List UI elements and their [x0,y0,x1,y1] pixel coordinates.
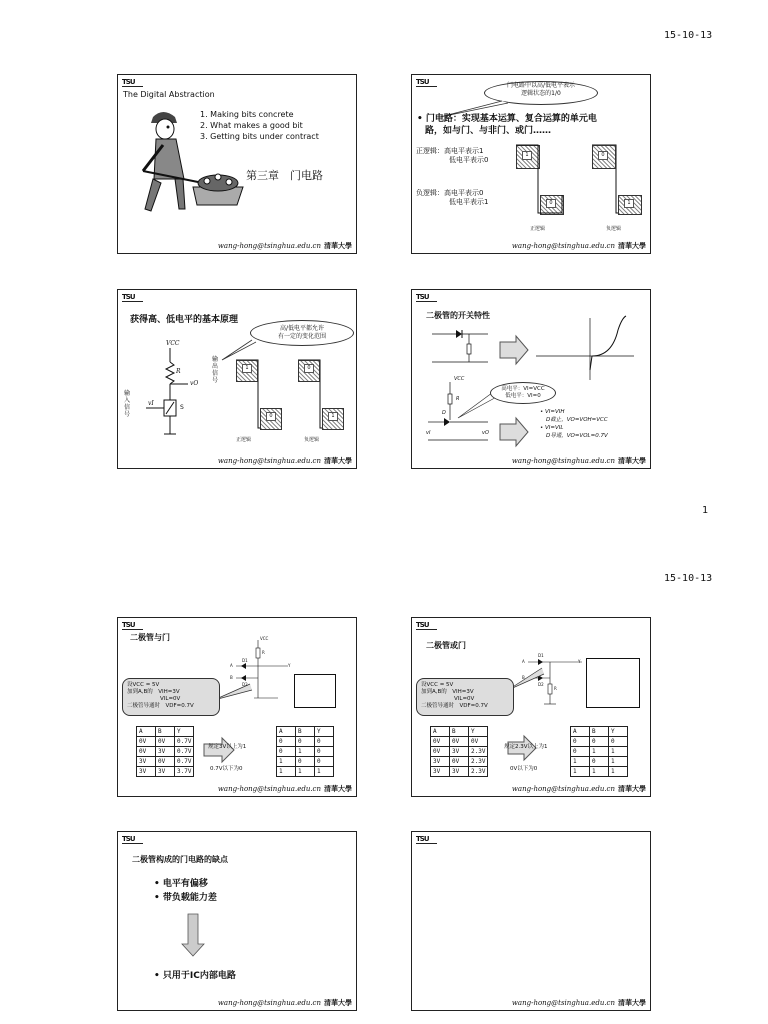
slide-footer: wang-hong@tsinghua.edu.cn 清華大學 [217,998,352,1007]
diode-d2-label: D2 [242,682,248,687]
output-voltage-label: vO [190,380,199,387]
caption-positive-logic: 正逻辑 [530,226,546,232]
slide-title: 二极管的开关特性 [426,311,490,320]
slide-title: 获得高、低电平的基本原理 [130,315,239,325]
resistor-label: R [554,686,557,691]
page-date: 15-10-13 [664,30,713,41]
table-row: 0V 0V 0.7V [137,737,194,747]
caption-negative-logic: 负逻辑 [304,437,320,443]
conclusion-bullet: • 只用于IC内部电路 [154,971,236,981]
slide-logo: TSU [122,78,135,86]
caption-positive-logic: 正逻辑 [236,437,252,443]
slide-footer: wang-hong@tsinghua.edu.cn 清華大學 [511,241,646,250]
logic-table [276,726,334,777]
page-date: 15-10-13 [664,573,713,584]
input-a-label: A [522,659,525,664]
slide-diode-or-gate [411,617,651,797]
input-voltage-label: vI [426,430,431,436]
logic-table [570,726,628,777]
table-row: 3V 3V 2.3V [431,767,488,777]
table-row: 0V 3V 2.3V [431,747,488,757]
slide-footer: wang-hong@tsinghua.edu.cn 清華大學 [217,784,352,793]
negative-logic-text: 负逻辑：高电平表示0 低电平表示1 [416,189,489,206]
slide-footer: wang-hong@tsinghua.edu.cn 清華大學 [511,784,646,793]
input-b-label: B [230,675,233,680]
slide-logo: TSU [416,835,429,843]
rule-low-text: 0.7V以下为0 [210,766,243,772]
drawback-bullet: • 带负载能力差 [154,893,217,903]
table-row: 0 1 1 [571,747,628,757]
slide-logo: TSU [416,621,429,629]
slide-footer: wang-hong@tsinghua.edu.cn 清華大學 [511,998,646,1007]
table-row: 1 1 1 [277,767,334,777]
voltage-table [136,726,194,777]
assumption-box: 设VCC = 5V 加到A,B的 VIH=3V VIL=0V 二极管导通时 VDF=0.7V [122,678,220,716]
slide-logic-gates-intro [411,74,651,254]
slide-logo: TSU [122,835,135,843]
slide-logo: TSU [416,78,429,86]
slide-title: 二极管与门 [130,633,170,642]
digit-label: 1 [328,412,338,421]
output-voltage-label: vO [482,430,489,436]
diode-label: D [442,410,446,416]
slide-footer: wang-hong@tsinghua.edu.cn 清華大學 [511,456,646,465]
diode-d1-label: D1 [538,653,544,658]
slide-high-low-principle [117,289,357,469]
diode-state-notes: • VI=VIH D截止，VO=VOH=VCC • VI=VIL D导通，VO=VOL=0.7V [540,409,608,439]
page-number: 1 [702,505,709,516]
digit-label: 1 [624,199,634,208]
output-y-label: Y [288,663,291,668]
slide-digital-abstraction [117,74,357,254]
slide-footer: wang-hong@tsinghua.edu.cn 清華大學 [217,456,352,465]
caption-negative-logic: 负逻辑 [606,226,622,232]
slide-title: The Digital Abstraction [123,90,215,99]
table-row: 0 0 0 [571,737,628,747]
callout-bubble: 门电路中以高/低电平表示 逻辑状态的1/0 [484,81,598,105]
down-arrow-icon [118,832,356,1010]
slide-diode-switching [411,289,651,469]
switch-label: S [180,404,184,411]
slide-diode-and-gate [117,617,357,797]
diode-d1-label: D1 [242,658,248,663]
slide-blank [411,831,651,1011]
input-a-label: A [230,663,233,668]
slide-diode-gate-drawbacks [117,831,357,1011]
digit-label: 0 [598,151,608,160]
table-row: 0V 0V 0V [431,737,488,747]
digit-label: 0 [304,364,314,373]
list-item: 1. Making bits concrete [200,110,294,119]
worker-shoveling-bits-illustration [123,105,253,225]
table-row: 1 1 1 [571,767,628,777]
callout-bubble: 高/低电平都允许 有一定的变化范围 [250,320,354,346]
digit-label: 0 [266,412,276,421]
rule-low-text: 0V以下为0 [510,766,538,772]
table-row: 1 0 1 [571,757,628,767]
assumption-box: 设VCC = 5V 加到A,B的 VIH=3V VIL=0V 二极管导通时 VDF=0.7V [416,678,514,716]
slide-logo: TSU [122,293,135,301]
table-row: 3V 0V 0.7V [137,757,194,767]
diode-d2-label: D2 [538,682,544,687]
input-signal-label: 输入信号 [124,390,131,418]
resistor-label: R [176,368,181,375]
slide-title: 二极管构成的门电路的缺点 [132,855,228,864]
output-y-label: Y [578,659,581,664]
vcc-label: VCC [260,636,269,641]
diode-circuit-diagrams [412,290,650,468]
slide-logo: TSU [416,293,429,301]
vcc-label: VCC [454,376,465,382]
slide-footer: wang-hong@tsinghua.edu.cn 清華大學 [217,241,352,250]
resistor-label: R [456,396,460,402]
digit-label: 1 [522,151,532,160]
list-item: 2. What makes a good bit [200,121,303,130]
table-header-row: A B Y [277,727,334,737]
drawback-bullet: • 电平有偏移 [154,879,208,889]
table-header-row: A B Y [137,727,194,737]
table-row: 3V 0V 2.3V [431,757,488,767]
bullet-gate-definition: • 门电路：实现基本运算、复合运算的单元电 路，如与门、与非门、或门…… [417,114,597,136]
table-row: 3V 3V 3.7V [137,767,194,777]
table-header-row: A B Y [571,727,628,737]
output-signal-label: 输出信号 [212,356,219,384]
digit-label: 1 [242,364,252,373]
gate-symbol-placeholder [294,674,336,708]
rule-high-text: 规定3V以上为1 [208,744,247,750]
voltage-table [430,726,488,777]
rule-high-text: 规定2.3V以上为1 [504,744,548,750]
resistor-label: R [262,650,265,655]
table-row: 1 0 0 [277,757,334,767]
table-row: 0 0 0 [277,737,334,747]
table-header-row: A B Y [431,727,488,737]
vcc-label: VCC [166,340,180,347]
table-row: 0 1 0 [277,747,334,757]
chapter-title: 第三章 门电路 [246,169,323,182]
input-b-label: B [522,675,525,680]
positive-logic-text: 正逻辑：高电平表示1 低电平表示0 [416,147,489,164]
slide-title: 二极管或门 [426,641,466,650]
digit-label: 0 [546,199,556,208]
table-row: 0V 3V 0.7V [137,747,194,757]
slide-logo: TSU [122,621,135,629]
list-item: 3. Getting bits under contract [200,132,319,141]
gate-symbol-placeholder [586,658,640,708]
callout-bubble: 高电平：VI=VCC 低电平：VI=0 [490,382,556,404]
input-voltage-label: vI [148,400,154,407]
